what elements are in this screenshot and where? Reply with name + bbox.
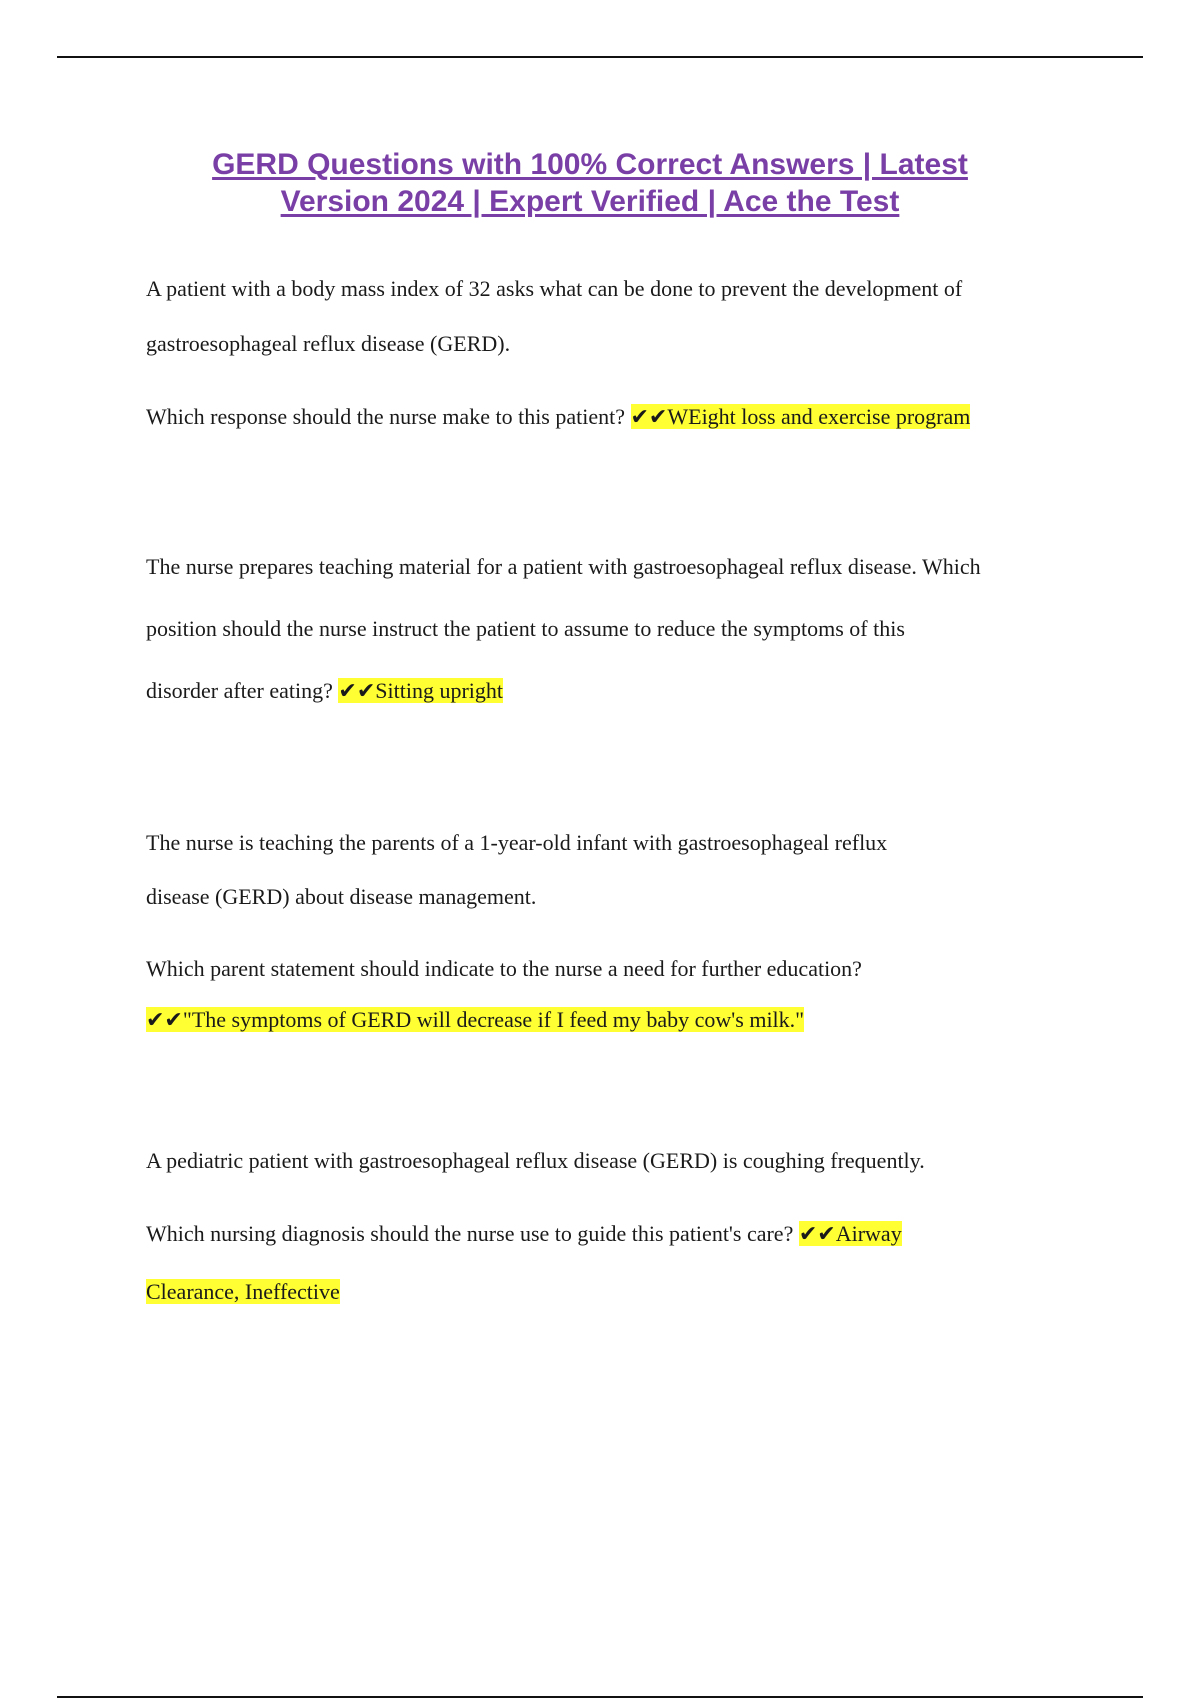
question-4-answer-part-2: Clearance, Ineffective — [146, 1279, 340, 1304]
question-2-answer: ✔✔Sitting upright — [338, 678, 504, 703]
bottom-rule — [57, 1696, 1143, 1698]
question-4-line-1: A pediatric patient with gastroesophageal reflux disease (GERD) is coughing frequently. — [146, 1148, 925, 1173]
question-3-answer-line — [146, 1009, 1076, 1031]
question-1-line-3: Which response should the nurse make to this patient? ✔✔WEight loss and exercise program — [146, 404, 971, 429]
question-3-line-2: disease (GERD) about disease management. — [146, 884, 537, 909]
question-1-answer: ✔✔WEight loss and exercise program — [630, 404, 971, 429]
top-rule — [57, 56, 1143, 58]
question-2-line-3: disorder after eating? ✔✔Sitting upright — [146, 678, 504, 703]
question-3-line-3: Which parent statement should indicate to the nurse a need for further education? — [146, 956, 862, 981]
title-line-1: GERD Questions with 100% Correct Answers | Latest — [212, 148, 968, 181]
question-1-line-2: gastroesophageal reflux disease (GERD). — [146, 331, 511, 356]
question-4-answer-line — [146, 1281, 1076, 1303]
question-3-line-1: The nurse is teaching the parents of a 1-year-old infant with gastroesophageal reflux — [146, 830, 888, 855]
question-3-answer: ✔✔"The symptoms of GERD will decrease if I feed my baby cow's milk." — [146, 1007, 805, 1032]
document-title — [120, 146, 1060, 220]
question-1-line-1: A patient with a body mass index of 32 asks what can be done to prevent the development of — [146, 276, 963, 301]
question-2-line-1: The nurse prepares teaching material for a patient with gastroesophageal reflux disease. Which — [146, 554, 981, 579]
title-line-2: Version 2024 | Expert Verified | Ace the Test — [280, 185, 900, 218]
question-4-answer-part-1: ✔✔Airway — [798, 1221, 902, 1246]
question-2-line-2: position should the nurse instruct the patient to assume to reduce the symptoms of this — [146, 616, 905, 641]
question-4-line-2: Which nursing diagnosis should the nurse use to guide this patient's care? ✔✔Airway — [146, 1221, 902, 1246]
